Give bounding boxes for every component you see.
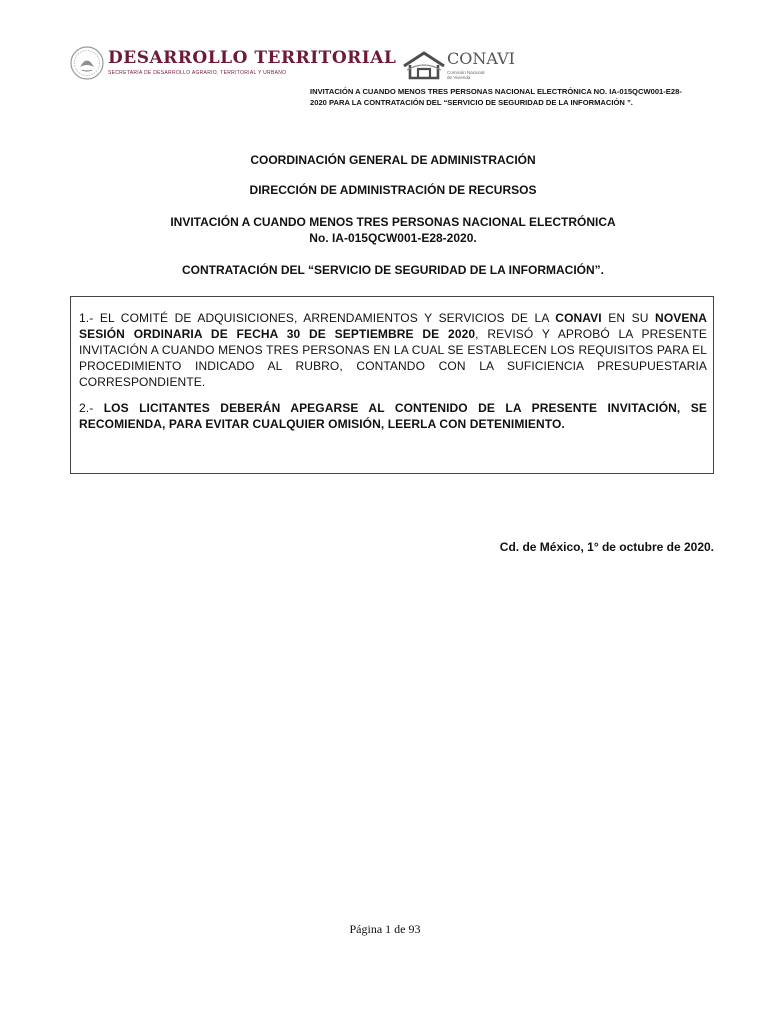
notice-bold-text: LOS LICITANTES DEBERÁN APEGARSE AL CONTENIDO DE LA PRESENTE INVITACIÓN, SE RECOMIENDA, PARA EVITAR CUALQUIER OMISIÓN, LEERLA CON DETENIMIENTO.: [79, 401, 707, 431]
logo-subtitle: SECRETARÍA DE DESARROLLO AGRARIO, TERRITORIAL Y URBANO: [108, 70, 287, 76]
page-header: [70, 44, 710, 84]
notice-text: , REVISÓ Y APROBÓ LA PRESENTE INVITACIÓN A CUANDO MENOS TRES PERSONAS EN LA CUAL SE ESTABLECEN LOS REQUISITOS PARA EL PROCEDIMIENTO INDICADO AL RUBRO, CONTANDO CON LA SUFICIENCIA PRESUPUESTARIA CORRESPONDIENTE.: [79, 327, 707, 389]
desarrollo-territorial-logo: [108, 48, 396, 76]
heading-invitation: [70, 214, 716, 246]
notice-text: EN SU: [601, 311, 656, 325]
page-number: Página 1 de 93: [349, 922, 421, 936]
logo-subtitle: Comisión Nacional de Vivienda: [447, 70, 485, 80]
heading-direction: DIRECCIÓN DE ADMINISTRACIÓN DE RECURSOS: [249, 183, 537, 197]
heading-invitation-line1: INVITACIÓN A CUANDO MENOS TRES PERSONAS NACIONAL ELECTRÓNICA: [170, 215, 616, 229]
document-headings: [70, 152, 716, 278]
notice-paragraph-2: [79, 400, 707, 432]
conavi-house-icon: [401, 48, 447, 82]
header-reference-note: INVITACIÓN A CUANDO MENOS TRES PERSONAS NACIONAL ELECTRÓNICA NO. IA-015QCW001-E28-2020 PARA LA CONTRATACIÓN DEL “SERVICIO DE SEGURIDAD DE LA INFORMACIÓN ”.: [310, 87, 682, 107]
national-seal-icon: [70, 46, 104, 80]
heading-contract: CONTRATACIÓN DEL “SERVICIO DE SEGURIDAD DE LA INFORMACIÓN”.: [181, 263, 604, 277]
logo-title: DESARROLLO TERRITORIAL: [108, 48, 397, 68]
date-line: Cd. de México, 1° de octubre de 2020.: [499, 540, 714, 554]
logo-title: CONAVI: [447, 49, 515, 68]
notice-paragraph-1: [79, 310, 707, 390]
notice-text: 2.-: [79, 401, 104, 415]
conavi-logo: [447, 50, 515, 80]
heading-coordination: COORDINACIÓN GENERAL DE ADMINISTRACIÓN: [250, 153, 536, 167]
notice-bold-text: NOVENA SESIÓN ORDINARIA DE FECHA 30 DE SEPTIEMBRE DE 2020: [79, 311, 707, 341]
heading-invitation-line2: No. IA-015QCW001-E28-2020.: [309, 231, 477, 245]
notice-box: [70, 296, 714, 474]
notice-text: 1.- EL COMITÉ DE ADQUISICIONES, ARRENDAMIENTOS Y SERVICIOS DE LA: [79, 311, 556, 325]
notice-bold-text: CONAVI: [555, 311, 602, 325]
